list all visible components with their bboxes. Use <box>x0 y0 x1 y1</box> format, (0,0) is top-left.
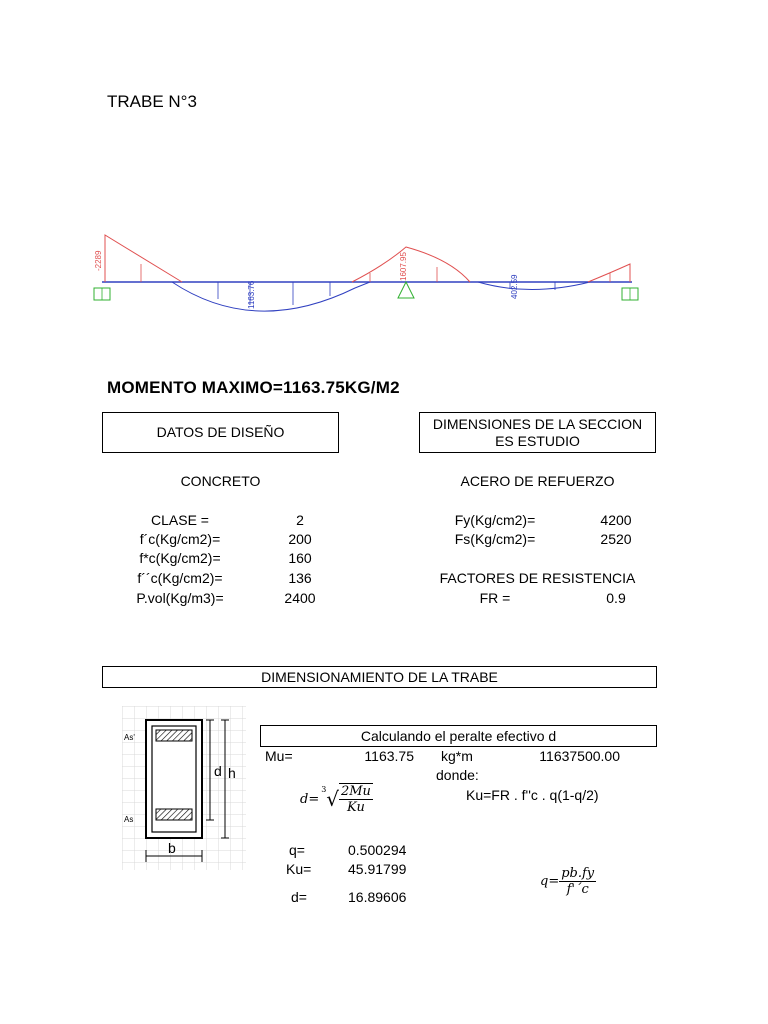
mu-label: Mu= <box>265 748 293 764</box>
q-formula-den: f'´c <box>566 882 589 897</box>
radical-icon: √ <box>326 787 339 811</box>
d-dimension-label: d <box>214 763 222 779</box>
top-rebar <box>156 730 192 741</box>
concreto-label-fcc: f´´c(Kg/cm2)= <box>137 570 223 586</box>
concreto-value-fcc: 136 <box>288 570 312 586</box>
ku-formula: Ku=FR . f''c . q(1-q/2) <box>466 787 599 803</box>
negative-moment-right <box>588 264 630 282</box>
label-neg-middle: 1607.95 <box>399 252 408 281</box>
concreto-value-clase: 2 <box>296 512 304 528</box>
positive-moment-span1 <box>172 282 370 311</box>
dimensiones-seccion-box: DIMENSIONES DE LA SECCION ES ESTUDIO <box>419 412 656 453</box>
negative-moment-left <box>105 235 182 282</box>
concreto-label-fc: f´c(Kg/cm2)= <box>139 531 221 547</box>
label-neg-left: -2289 <box>94 250 103 271</box>
donde-label: donde: <box>436 767 479 783</box>
factores-label-fr: FR = <box>479 590 511 606</box>
acero-heading: ACERO DE REFUERZO <box>460 473 615 489</box>
concreto-value-pvol: 2400 <box>284 590 316 606</box>
concreto-heading: CONCRETO <box>180 473 261 489</box>
d-formula-num: 2Mu <box>340 784 371 799</box>
q-label: q= <box>289 842 305 858</box>
concreto-label-clase: CLASE = <box>151 512 209 528</box>
moment-diagram <box>90 225 650 315</box>
q-value: 0.500294 <box>348 842 407 858</box>
positive-moment-span2 <box>478 282 590 290</box>
concreto-value-fstar: 160 <box>288 550 312 566</box>
acero-value-fs: 2520 <box>600 531 632 547</box>
section-figure <box>122 706 246 870</box>
label-pos-span1: 1163.76 <box>247 280 256 309</box>
ku-label: Ku= <box>286 861 312 877</box>
q-formula-num: pb.fy <box>561 866 595 881</box>
d-label: d= <box>291 889 307 905</box>
datos-diseno-box: DATOS DE DISEÑO <box>102 412 339 453</box>
as-bottom-label: As <box>124 815 134 824</box>
bottom-rebar <box>156 809 192 820</box>
concreto-label-fstar: f*c(Kg/cm2)= <box>139 550 221 566</box>
label-pos-span2: 402.59 <box>510 274 519 299</box>
mu-value: 1163.75 <box>364 748 414 764</box>
d-formula-lhs: d= <box>300 791 320 807</box>
q-formula <box>540 866 596 897</box>
acero-label-fy: Fy(Kg/cm2)= <box>454 512 536 528</box>
support-pin-middle <box>398 282 414 298</box>
d-formula-den: Ku <box>347 800 365 815</box>
factores-heading: FACTORES DE RESISTENCIA <box>439 570 636 586</box>
d-formula <box>300 783 373 815</box>
acero-value-fy: 4200 <box>600 512 632 528</box>
ku-value: 45.91799 <box>348 861 407 877</box>
d-value: 16.89606 <box>348 889 407 905</box>
q-formula-lhs: q= <box>540 874 560 889</box>
max-moment-heading: MOMENTO MAXIMO=1163.75KG/M2 <box>107 378 400 397</box>
concreto-value-fc: 200 <box>288 531 312 547</box>
factores-value-fr: 0.9 <box>606 590 626 606</box>
d-formula-root-index: 3 <box>321 785 327 794</box>
page-title: TRABE N°3 <box>107 92 197 111</box>
h-dimension-label: h <box>228 765 236 781</box>
dimensionamiento-box: DIMENSIONAMIENTO DE LA TRABE <box>102 666 657 688</box>
b-dimension-label: b <box>168 840 176 856</box>
as-top-label: As' <box>124 733 135 742</box>
mu-unit: kg*m <box>441 748 473 764</box>
concreto-label-pvol: P.vol(Kg/m3)= <box>136 590 224 606</box>
calculando-box: Calculando el peralte efectivo d <box>260 725 657 747</box>
mu-converted: 11637500.00 <box>539 748 620 764</box>
acero-label-fs: Fs(Kg/cm2)= <box>454 531 536 547</box>
